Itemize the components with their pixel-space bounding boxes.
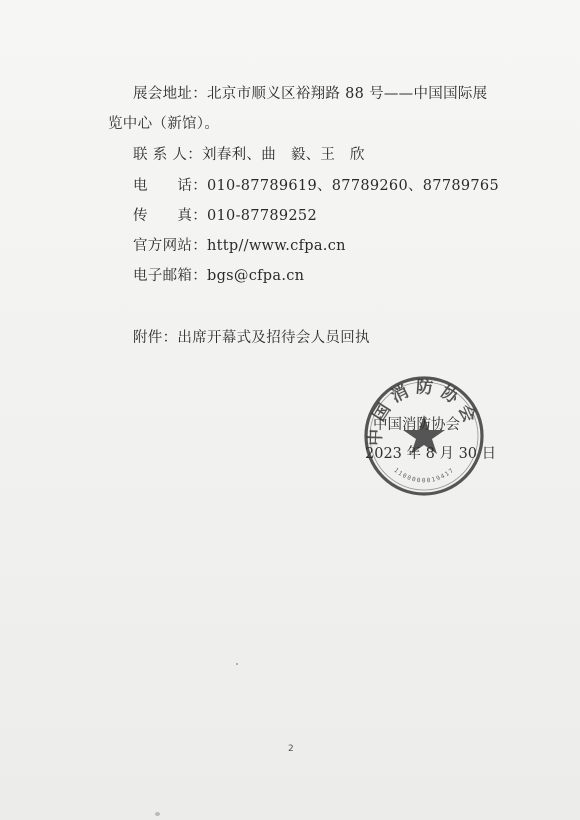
signature-date: 2023 年 8 月 30 日 bbox=[365, 446, 497, 462]
phone-value: 010-87789619、87789260、87789765 bbox=[207, 178, 499, 194]
scan-speck bbox=[155, 812, 160, 816]
attachment-value: 出席开幕式及招待会人员回执 bbox=[177, 330, 370, 346]
contact-line bbox=[133, 145, 365, 165]
attachment-line bbox=[133, 328, 370, 348]
website-line bbox=[133, 236, 346, 256]
phone-line bbox=[133, 176, 499, 196]
official-seal bbox=[363, 375, 485, 497]
fax-line bbox=[133, 206, 317, 226]
svg-text:中国消防协会: 中国消防协会 bbox=[365, 377, 482, 447]
website-label: 官方网站： bbox=[133, 238, 207, 254]
scan-speck bbox=[236, 663, 238, 665]
email-value: bgs@cfpa.cn bbox=[207, 268, 305, 284]
svg-text:1100000019417: 1100000019417 bbox=[392, 466, 457, 485]
contact-label: 联 系 人： bbox=[133, 147, 203, 163]
email-line bbox=[133, 266, 304, 286]
contact-value: 刘春利、曲 毅、王 欣 bbox=[202, 147, 365, 163]
address-label: 展会地址： bbox=[133, 86, 207, 102]
email-label: 电子邮箱： bbox=[133, 268, 207, 284]
page-number: 2 bbox=[288, 744, 294, 754]
fax-value: 010-87789252 bbox=[207, 208, 317, 224]
attachment-label: 附件： bbox=[133, 330, 178, 346]
signature-org: 中国消防协会 bbox=[373, 417, 460, 433]
address-line-1 bbox=[133, 84, 487, 104]
website-value: http//www.cfpa.cn bbox=[207, 238, 346, 254]
address-text-2: 览中心（新馆）。 bbox=[108, 116, 220, 132]
address-text-1: 北京市顺义区裕翔路 88 号——中国国际展 bbox=[207, 86, 488, 102]
address-line-2 bbox=[108, 114, 219, 134]
phone-label: 电 话： bbox=[133, 178, 207, 194]
fax-label: 传 真： bbox=[133, 208, 207, 224]
